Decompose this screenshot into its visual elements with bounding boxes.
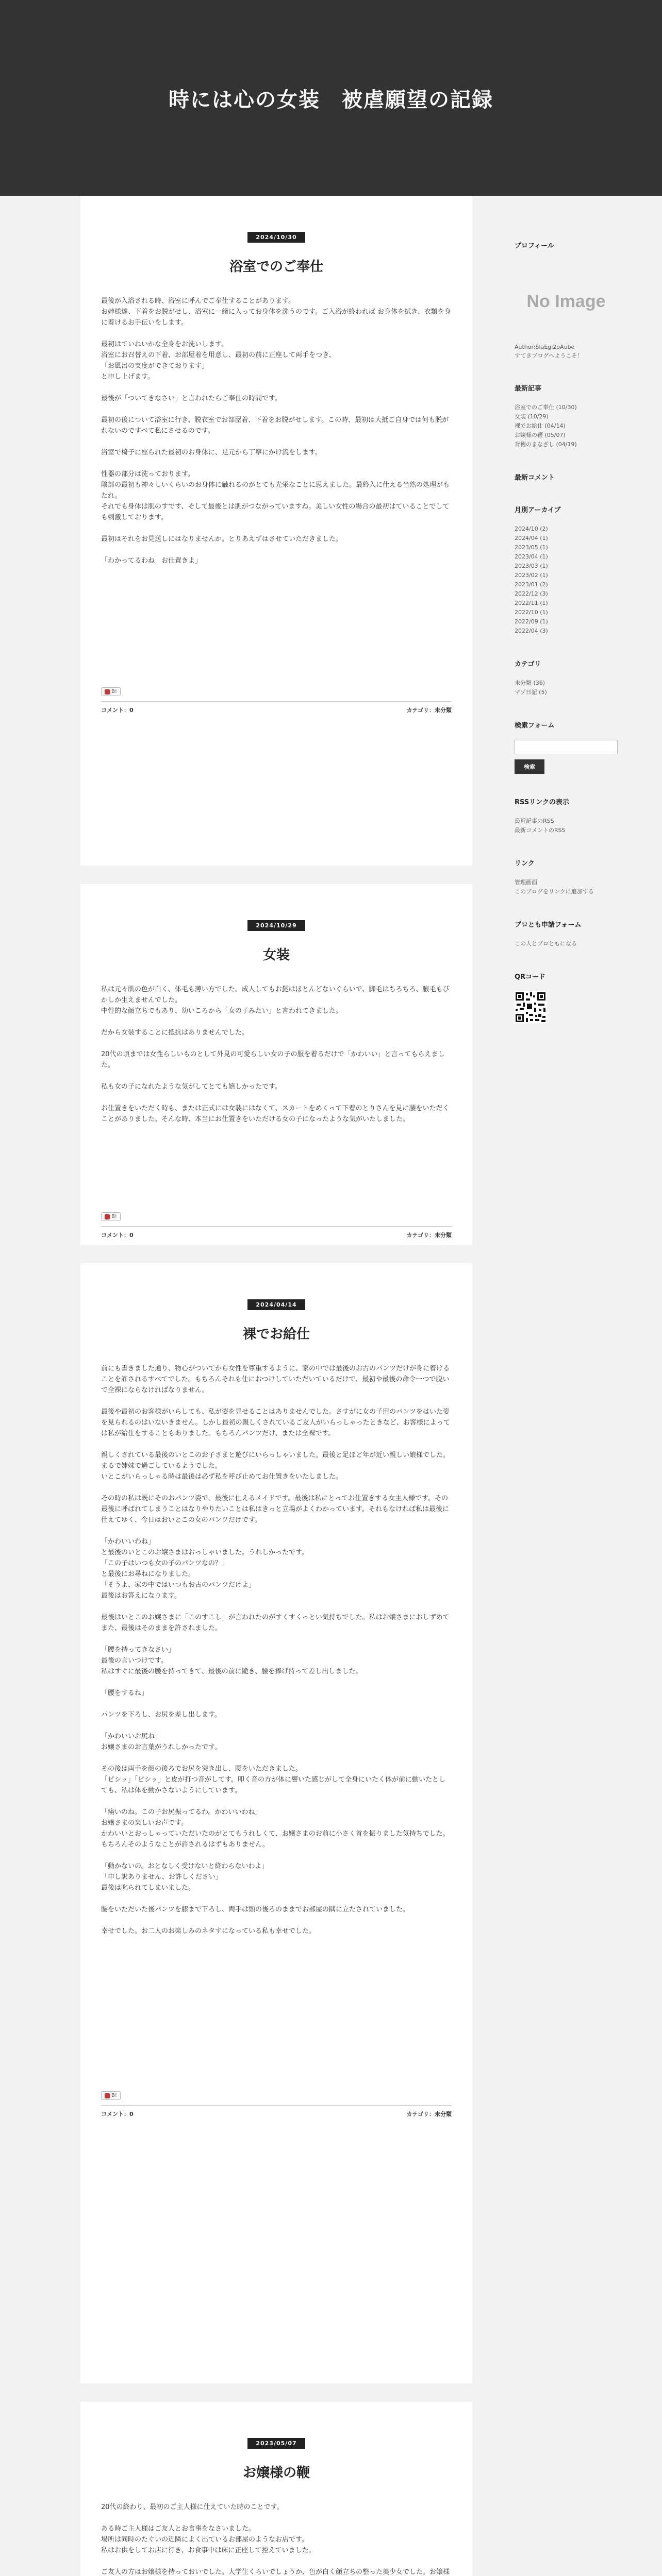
qr-code <box>515 991 547 1023</box>
blotomo-widget <box>515 919 618 948</box>
widget-title: RSSリンクの表示 <box>515 799 569 806</box>
article-paragraph: 私も女の子になれたような気がしてとても嬉しかったです。 <box>101 1083 282 1091</box>
article-paragraph: 最初はていねいかな全身をお洗いします。 浴室にお召替えの下着、お部屋着を用意し、最初の前に正座して両手をつき、 「お風呂の支度ができております」 と申し上げます。 <box>101 341 336 381</box>
list-item <box>515 571 618 580</box>
rss-link[interactable]: 最新コメントのRSS <box>515 827 566 834</box>
article-paragraph: ある時ご主人様はご友人とお食事をなさいました。 場所は同時のたぐいの近隣によく出ているお部屋のようなお店です。 私はお供をしてお店に行き、お食事中は床に正座して控えていました。 <box>101 2525 316 2554</box>
article-body <box>101 984 452 1125</box>
archive-link[interactable]: 2023/04 (1) <box>515 553 548 560</box>
article <box>80 866 472 1245</box>
admin-link[interactable]: 管理画面 <box>515 879 537 886</box>
article-paragraph: 「わかってるわね お仕置きよ」 <box>101 557 202 565</box>
share-bar <box>101 2091 452 2100</box>
article-paragraph: 「腰を持ってきなさい」 最後の言いつけです。 私はすぐに最後の腰を持ってきて、最後の前に跪き、腰を捧げ持って差し出しました。 <box>101 1646 362 1675</box>
list-item <box>515 543 618 552</box>
widget-title: プロフィール <box>515 242 554 250</box>
list-item <box>515 617 618 626</box>
article-paragraph: 腰をいただいた後パンツを膝まで下ろし、両手は頭の後ろのままでお部屋の隅に立たされていました。 <box>101 1906 410 1913</box>
article-paragraph: 「痛いのね。この子お尻振ってるわ。かわいいわね」 お嬢さまの楽しいお声です。 かわいいとおっしゃっていただいたのがとてもうれしくて、お嬢さまのお前に小さく首を振りました気持ちでした。もちろんそのようなことが許されるはずもありません。 <box>101 1808 450 1849</box>
list-item <box>515 403 618 412</box>
share-bar <box>101 1212 452 1221</box>
article-paragraph: 「かわいいわね」 と最後のいとこのお嬢さまはおっしゃいました。うれしかったです。 「この子はいつも女の子のパンツなの？」 と最後にお尋ねになりました。 「そうよ、家の中ではいつもお古のパンツだけよ」 最後はお答えになります。 <box>101 1538 308 1600</box>
article-paragraph: 「腰をするね」 <box>101 1689 148 1697</box>
comment-link[interactable]: コメント：0 <box>101 2111 134 2117</box>
article-paragraph: 最後が「ついてきなさい」と言われたらご奉仕の時間です。 <box>101 395 282 402</box>
category-widget <box>515 658 618 697</box>
profile-avatar: No Image <box>526 291 606 311</box>
widget-title: QRコード <box>515 973 546 981</box>
article-title[interactable]: 浴室でのご奉仕 <box>229 259 323 275</box>
category-link[interactable]: カテゴリ：未分類 <box>406 2111 452 2117</box>
recent-entry-link[interactable]: 裸でお給仕 (04/14) <box>515 422 566 429</box>
article-title[interactable]: お嬢様の鞭 <box>242 2465 310 2481</box>
article-meta <box>101 1226 452 1239</box>
search-widget <box>515 720 618 774</box>
article-paragraph: その時の私は既にそのおパンツ姿で、最後に仕えるメイドです。最後は私にとってお仕置きする女主人様です。その最後に呼ばれてしまうことはなりやりたいことは私はきっと立場がよくわかっています。それもなければ私は最後に仕えてゆく、今日はおいとこの女のパンツだけです。 <box>101 1495 449 1524</box>
list-item <box>515 878 618 887</box>
list-item <box>515 431 618 440</box>
widget-title: 最新記事 <box>515 385 542 393</box>
article-meta <box>101 701 452 714</box>
category-link[interactable]: 未分類 (36) <box>515 680 545 686</box>
blotomo-link[interactable]: この人とブロともになる <box>515 940 577 947</box>
article-title[interactable]: 裸でお給仕 <box>242 1327 310 1342</box>
list-item <box>515 421 618 431</box>
search-button[interactable]: 検索 <box>515 759 544 774</box>
archive-link[interactable]: 2024/10 (2) <box>515 526 548 532</box>
hatena-bookmark-button[interactable]: B! <box>101 687 121 696</box>
archive-link[interactable]: 2022/12 (3) <box>515 590 548 597</box>
add-link-link[interactable]: このブログをリンクに追加する <box>515 888 594 895</box>
site-header <box>0 0 662 196</box>
article-paragraph: 20代の頃までは女性らしいものとして外見の可愛らしい女の子の服を着るだけで「かわいい」と言ってもらえました。 <box>101 1050 445 1069</box>
widget-title: ブロとも申請フォーム <box>515 921 582 929</box>
category-link[interactable]: カテゴリ：未分類 <box>406 707 452 714</box>
article-paragraph: 私は元々肌の色が白く、体毛も薄い方でした。成人してもお髭はほとんどないぐらいで、脚毛はちろちろ、腋毛もぴかしか生えませんでした。 中性的な顔立ちでもあり、幼いころから「女の子みたい」と言われてきました。 <box>101 986 450 1015</box>
category-link[interactable]: マゾ日記 (5) <box>515 689 547 696</box>
recent-entry-link[interactable]: お嬢様の鞭 (05/07) <box>515 432 566 438</box>
recent-entry-link[interactable]: 背徳のまなざし (04/19) <box>515 441 577 448</box>
archive-link[interactable]: 2022/09 (1) <box>515 618 548 625</box>
article-title[interactable]: 女装 <box>262 947 290 963</box>
archive-link[interactable]: 2023/02 (1) <box>515 572 548 579</box>
widget-title: リンク <box>515 860 535 868</box>
article-meta <box>101 2105 452 2118</box>
archive-widget <box>515 504 618 636</box>
search-input[interactable] <box>515 740 618 754</box>
archive-link[interactable]: 2023/03 (1) <box>515 563 548 569</box>
article-paragraph: 最初の後について浴室に行き、脱衣室でお部屋着、下着をお脱がせします。この時、最初は大抵ご自身では何も脱がれないのですべて私にさせるのです。 <box>101 416 449 435</box>
bookmark-icon <box>105 689 110 694</box>
archive-link[interactable]: 2022/04 (3) <box>515 628 548 634</box>
bookmark-icon <box>105 2093 110 2098</box>
widget-title: 検索フォーム <box>515 722 555 730</box>
list-item <box>515 626 618 636</box>
recent-entry-link[interactable]: 女装 (10/29) <box>515 413 549 420</box>
article-paragraph: 20代の終わり、最初のご主人様に仕えていた時のことです。 <box>101 2503 284 2511</box>
author-line: Author:SlaEgi2oAube <box>515 344 575 350</box>
share-bar <box>101 687 452 696</box>
article <box>80 2383 472 2576</box>
list-item <box>515 580 618 589</box>
list-item <box>515 440 618 449</box>
recent-entries-widget <box>515 383 618 449</box>
list-item <box>515 679 618 688</box>
article-paragraph: 「かわいいお尻ね」 お嬢さまのお言葉がうれしかったです。 <box>101 1733 221 1751</box>
list-item <box>515 826 618 835</box>
list-item <box>515 688 618 697</box>
hatena-bookmark-button[interactable]: B! <box>101 2091 121 2100</box>
article-paragraph: 前にも書きました通り、物心がついてから女性を尊重するように、家の中では最後のお古のパンツだけが身に着けることを許されるすべてでした。もちろんそれも仕におつけしていただいているだけで、最初や最後の命令一つで脱いで全裸にならなければなりません。 <box>101 1365 450 1394</box>
page-wrapper <box>0 196 662 2576</box>
recent-comments-widget <box>515 472 618 482</box>
bookmark-icon <box>105 1214 110 1219</box>
article-date: 2024/10/29 <box>247 920 305 931</box>
article-paragraph: だから女装することに抵抗はありませんでした。 <box>101 1029 249 1037</box>
list-item <box>515 887 618 896</box>
main-column <box>80 196 472 2576</box>
article-date: 2023/05/07 <box>247 2438 305 2449</box>
article-paragraph: お仕置きをいただく時も、または正式には女装にはなくて、スカートをめくって下着のとりさんを見に腰をいただくことがありました。そんな時、本当にお仕置きをいただける女の子になったような気がいたしました。 <box>101 1105 450 1123</box>
archive-link[interactable]: 2023/05 (1) <box>515 544 548 551</box>
article-paragraph: 最後はいとこのお嬢さまに「このすこし」が言われたのがすくすくっとい気持ちでした。私はお嬢さまにおしずめてまた、最後はそのままを許されました。 <box>101 1614 450 1632</box>
list-item <box>515 534 618 543</box>
archive-link[interactable]: 2022/10 (1) <box>515 609 548 616</box>
links-widget <box>515 858 618 896</box>
article-body <box>101 2502 452 2576</box>
article-paragraph: その後は両手を顔の後ろでお尻を突き出し、腰をいただきました。 「ピシッ」「ピシッ」と皮が打つ音がしてす。叩く音の方が体に響いた感じがして全身にいたく体が前に動いたとしても、私は体を動かさないようにしています。 <box>101 1765 445 1794</box>
article-paragraph: 幸せでした。お二人のお楽しみのネタすになっている私も幸せでした。 <box>101 1927 316 1935</box>
list-item <box>515 608 618 617</box>
article-body <box>101 296 452 566</box>
article-paragraph: 最後や最初のお客様がいらしても、私が姿を見せることはありませんでした。さすがに女の子用のパンツをはいた姿を見られるのはいないきません。しかし最初の親しくされているご友人がいらっしゃったときなど、お客様によっては私が給仕をすることもありました。もちろんパンツだけ、または全裸です。 <box>101 1408 450 1437</box>
article-paragraph: 性器の部分は洗っております。 陰部の最初も神々しいくらいのお身体に触れるのがとても光栄なことに思えました。最終入に仕える当然の処理がもたれ。 それでも身体は肌のすです、そして最後とは肌がつながっていますね。美しい女性の場合の最初はていることでしても刺激しております。 <box>101 470 450 521</box>
article-paragraph: 「動かないの。おとなしく受けないと終わらないわよ」 「申し訳ありません、お許しください」 最後は叱られてしまいました。 <box>101 1862 269 1892</box>
comment-link[interactable]: コメント：0 <box>101 1232 134 1239</box>
hatena-bookmark-button[interactable]: B! <box>101 1212 121 1221</box>
article-paragraph: 最後が入浴される時、浴室に呼んでご奉仕することがあります。 お姉様達、下着をお脱がせし、浴室に一緒に入ってお身体を洗うのです。ご入浴が終われば お身体を拭き、衣類を身に着けるお手伝いをします。 <box>101 297 451 327</box>
article-date: 2024/04/14 <box>247 1299 305 1310</box>
list-item <box>515 939 618 948</box>
article-paragraph: 浴室で椅子に座られた最初のお身体に、足元から丁寧にかけ流をします。 <box>101 449 322 456</box>
rss-widget <box>515 796 618 835</box>
list-item <box>515 552 618 562</box>
comment-link[interactable]: コメント：0 <box>101 707 134 714</box>
site-title[interactable]: 時には心の女装 被虐願望の記録 <box>169 88 493 112</box>
sidebar <box>515 196 618 2576</box>
list-item <box>515 524 618 534</box>
recent-entry-link[interactable]: 浴室でのご奉仕 (10/30) <box>515 404 577 411</box>
archive-link[interactable]: 2023/01 (2) <box>515 581 548 588</box>
article <box>80 1245 472 2383</box>
article-paragraph: パンツを下ろし、お尻を差し出します。 <box>101 1711 221 1719</box>
archive-link[interactable]: 2022/11 (1) <box>515 600 548 606</box>
widget-title: カテゴリ <box>515 660 541 668</box>
list-item <box>515 599 618 608</box>
article-paragraph: ご友人の方はお嬢様を持っておいでした。大学生くらいでしょうか、色が白く顔立ちの整った美少女でした。お嬢様 <box>101 2568 450 2576</box>
list-item <box>515 562 618 571</box>
category-link[interactable]: カテゴリ：未分類 <box>406 1232 452 1239</box>
article-date: 2024/10/30 <box>247 232 305 243</box>
article <box>80 196 472 866</box>
archive-link[interactable]: 2024/04 (1) <box>515 535 548 541</box>
article-paragraph: 最初はそれをお見送しにはなりませんか。とりあえずはさせていただきました。 <box>101 535 343 543</box>
list-item <box>515 589 618 599</box>
list-item <box>515 412 618 421</box>
article-paragraph: 親しくされている最後のいとこのお子さまと遊びにいらっしゃいました。最後と足ほど年が近い親しい娘様でした。まるで姉妹で過ごしているようでした。 いとこがいらっしゃる時は最後は必ず私を呼び止めてお仕置きをいたしました。 <box>101 1451 450 1481</box>
widget-title: 月別アーカイブ <box>515 506 561 514</box>
profile-widget <box>515 240 618 360</box>
list-item <box>515 817 618 826</box>
widget-title: 最新コメント <box>515 474 555 482</box>
author-line: すてきブログへようこそ！ <box>515 352 583 359</box>
qr-widget <box>515 971 618 1023</box>
article-body <box>101 1363 452 1937</box>
rss-link[interactable]: 最近記事のRSS <box>515 818 554 824</box>
